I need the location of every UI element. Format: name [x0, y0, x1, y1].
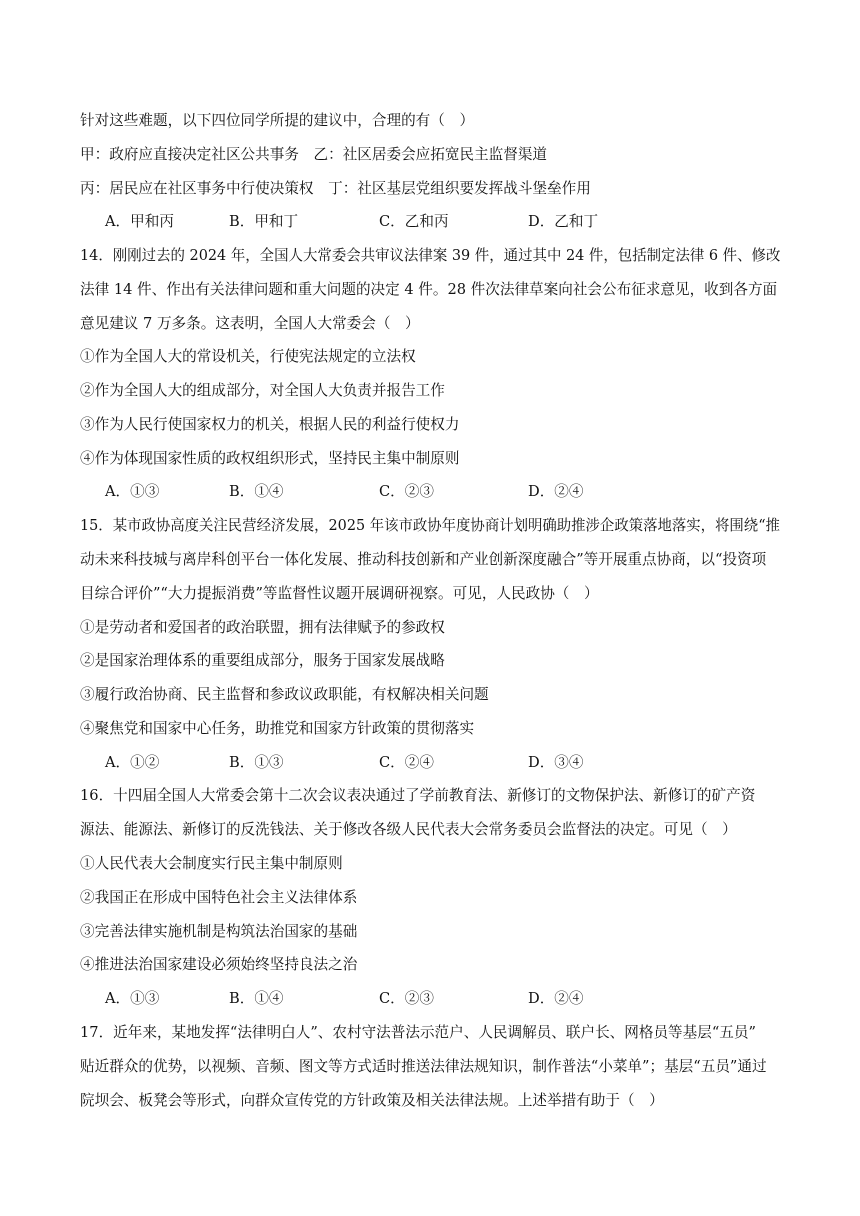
q15-statement-3: ③履行政治协商、民主监督和参政议政职能，有权解决相关问题 — [80, 686, 489, 703]
q14-statement-1: ①作为全国人大的常设机关，行使宪法规定的立法权 — [80, 348, 416, 365]
q16-statement-1: ①人民代表大会制度实行民主集中制原则 — [80, 855, 343, 872]
option-b: B．甲和丁 — [229, 213, 299, 230]
option-c: C．②④ — [379, 754, 434, 771]
q15-stem-line-3: 目综合评价”“大力提振消费”等监督性议题开展调研视察。可见，人民政协（ ） — [80, 585, 599, 602]
option-d: D．③④ — [528, 754, 584, 771]
option-c: C．②③ — [379, 990, 434, 1007]
option-b: B．①③ — [229, 754, 284, 771]
q13-item-jia-yi: 甲：政府应直接决定社区公共事务 乙：社区居委会应拓宽民主监督渠道 — [80, 146, 548, 163]
option-a: A．①③ — [105, 990, 160, 1007]
q13-options — [105, 212, 725, 232]
q15-options — [105, 753, 725, 773]
option-a: A．①③ — [105, 483, 160, 500]
q16-stem-line-1: 16．十四届全国人大常委会第十二次会议表决通过了学前教育法、新修订的文物保护法、新修订的矿产资 — [80, 787, 756, 804]
q14-stem-line-3: 意见建议 7 万多条。这表明，全国人大常委会（ ） — [80, 315, 420, 332]
q16-statement-3: ③完善法律实施机制是构筑法治国家的基础 — [80, 923, 358, 940]
q14-stem-line-1: 14．刚刚过去的 2024 年，全国人大常委会共审议法律案 39 件，通过其中 24 件，包括制定法律 6 件、修改 — [80, 247, 781, 264]
q14-statement-4: ④作为体现国家性质的政权组织形式，坚持民主集中制原则 — [80, 450, 460, 467]
q15-statement-1: ①是劳动者和爱国者的政治联盟，拥有法律赋予的参政权 — [80, 619, 445, 636]
option-c: C．乙和丙 — [379, 213, 449, 230]
q17-stem-line-2: 贴近群众的优势，以视频、音频、图文等方式适时推送法律法规知识，制作普法“小菜单”；基层“五员”通过 — [80, 1058, 767, 1075]
option-d: D．②④ — [528, 483, 584, 500]
option-b: B．①④ — [229, 990, 284, 1007]
q13-item-bing-ding: 丙：居民应在社区事务中行使决策权 丁：社区基层党组织要发挥战斗堡垒作用 — [80, 180, 591, 197]
q14-statement-2: ②作为全国人大的组成部分，对全国人大负责并报告工作 — [80, 382, 445, 399]
q17-stem-line-1: 17．近年来，某地发挥“法律明白人”、农村守法普法示范户、人民调解员、联户长、网格员等基层“五员” — [80, 1024, 756, 1041]
option-b: B．①④ — [229, 483, 284, 500]
option-a: A．甲和丙 — [105, 213, 174, 230]
option-d: D．乙和丁 — [528, 213, 599, 230]
q14-statement-3: ③作为人民行使国家权力的机关，根据人民的利益行使权力 — [80, 416, 460, 433]
q16-options — [105, 989, 725, 1009]
q16-statement-4: ④推进法治国家建设必须始终坚持良法之治 — [80, 956, 358, 973]
q16-statement-2: ②我国正在形成中国特色社会主义法律体系 — [80, 889, 358, 906]
q14-stem-line-2: 法律 14 件、作出有关法律问题和重大问题的决定 4 件。28 件次法律草案向社会公布征求意见，收到各方面 — [80, 281, 778, 298]
q14-options — [105, 482, 725, 502]
q15-statement-4: ④聚焦党和国家中心任务，助推党和国家方针政策的贯彻落实 — [80, 720, 475, 737]
q15-stem-line-1: 15．某市政协高度关注民营经济发展，2025 年该市政协年度协商计划明确助推涉企政策落地落实，将围绕“推 — [80, 517, 780, 534]
q17-stem-line-3: 院坝会、板凳会等形式，向群众宣传党的方针政策及相关法律法规。上述举措有助于（ ） — [80, 1092, 664, 1109]
option-d: D．②④ — [528, 990, 584, 1007]
option-c: C．②③ — [379, 483, 434, 500]
q16-stem-line-2: 源法、能源法、新修订的反洗钱法、关于修改各级人民代表大会常务委员会监督法的决定。可见（ ） — [80, 821, 737, 838]
q15-stem-line-2: 动未来科技城与离岸科创平台一体化发展、推动科技创新和产业创新深度融合”等开展重点协商，以“投资项 — [80, 551, 767, 568]
option-a: A．①② — [105, 754, 160, 771]
q15-statement-2: ②是国家治理体系的重要组成部分，服务于国家发展战略 — [80, 652, 445, 669]
q13-stem: 针对这些难题，以下四位同学所提的建议中，合理的有（ ） — [80, 112, 475, 129]
